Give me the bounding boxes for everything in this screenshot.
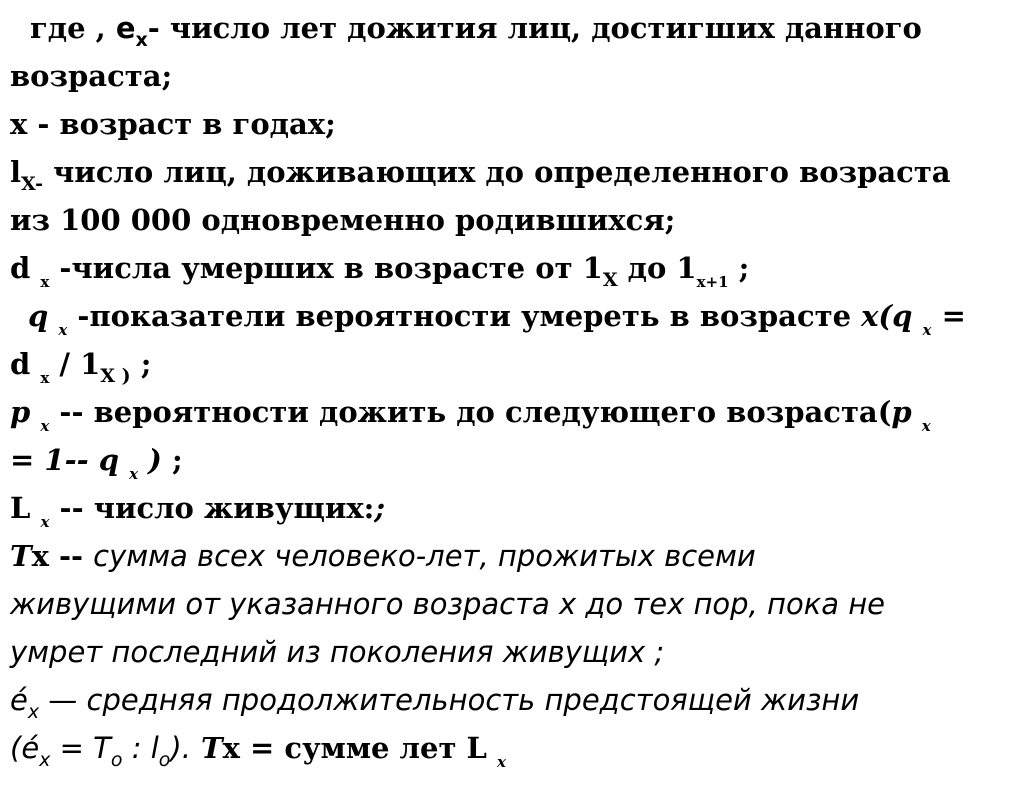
line-text-fragment: x <box>39 749 51 771</box>
line-text-fragment: p <box>10 395 41 429</box>
line-text-fragment: o <box>158 749 171 771</box>
line-text-fragment: ) <box>138 443 172 477</box>
line-text-fragment: из 100 000 одновременно родившихся; <box>10 203 676 237</box>
line-text-fragment: (é <box>10 731 40 765</box>
line-text-fragment: = 1-- q <box>10 443 130 477</box>
line-text-fragment: x <box>40 417 50 435</box>
line-text-fragment: живущими от указанного возраста x до тех пор, пока не <box>10 587 886 621</box>
line-text-fragment: x - возраст в годах; <box>10 107 336 141</box>
definition-line-qx <box>28 292 966 340</box>
line-text-fragment: ; <box>728 251 750 285</box>
definition-line-x <box>10 100 336 148</box>
line-text-fragment: / 1 <box>49 347 101 381</box>
definition-line-dx <box>10 244 749 292</box>
line-text-fragment: d <box>10 347 41 381</box>
line-text-fragment: x <box>921 417 931 435</box>
line-text-fragment: -- вероятности дожить до следующего возраста( <box>49 395 892 429</box>
line-text-fragment: возраста; <box>10 59 173 93</box>
line-text-fragment: x <box>40 513 50 531</box>
line-text-fragment: -числа умерших в возрасте от 1 <box>49 251 603 285</box>
line-text-fragment: T <box>10 539 32 573</box>
line-text-fragment: x <box>497 753 506 771</box>
line-text-fragment: x <box>922 321 932 339</box>
line-text-fragment: T <box>201 731 223 765</box>
line-text-fragment: = T <box>50 731 111 765</box>
line-text-fragment: -- число живущих: <box>49 491 375 525</box>
line-text-fragment: -показатели вероятности умереть в возрасте <box>67 299 862 333</box>
line-text-fragment: x <box>40 369 50 387</box>
line-text-fragment: d <box>10 251 41 285</box>
line-text-fragment: X- <box>21 173 43 195</box>
line-text-fragment: q <box>28 299 59 333</box>
line-text-fragment: X <box>602 269 618 291</box>
definition-line-Lx <box>10 484 385 532</box>
line-text-fragment: - число лет дожития лиц, достигших данного <box>147 11 922 45</box>
line-text-fragment: сумма всех человеко-лет, прожитых всеми <box>93 539 756 573</box>
line-text-fragment: o <box>110 749 123 771</box>
line-text-fragment: до 1 <box>617 251 697 285</box>
definition-line-life-expectancy <box>10 676 859 724</box>
line-text-fragment: ; <box>374 491 386 525</box>
line-text-fragment: L <box>10 491 41 525</box>
definition-line-ex <box>30 4 922 52</box>
line-text-fragment: l <box>10 155 22 189</box>
line-text-fragment: x <box>27 701 40 723</box>
line-text-fragment: ; <box>130 347 152 381</box>
definition-line-Tx-cont-1 <box>10 580 885 628</box>
line-text-fragment: é <box>10 683 28 717</box>
definition-line-formula <box>10 724 506 772</box>
line-text-fragment: x = сумме лет L <box>222 731 498 765</box>
line-text-fragment: умрет последний из поколения живущих ; <box>10 635 665 669</box>
definition-line-lx <box>10 148 951 196</box>
definition-line-Tx <box>10 532 756 580</box>
line-text-fragment: X ) <box>100 365 131 387</box>
line-text-fragment: x <box>40 273 50 291</box>
line-text-fragment: x <box>129 465 139 483</box>
line-text-fragment: = <box>931 299 966 333</box>
line-text-fragment: e <box>115 11 136 45</box>
line-text-fragment: x <box>135 29 148 51</box>
definition-line-px <box>10 388 931 436</box>
line-text-fragment: : l <box>122 731 159 765</box>
line-text-fragment: x -- <box>31 539 94 573</box>
line-text-fragment <box>191 731 201 765</box>
definition-line-ex-cont <box>10 52 172 100</box>
line-text-fragment: где , <box>30 11 116 45</box>
line-text-fragment: ; <box>172 443 183 477</box>
line-text-fragment: x(q <box>861 299 923 333</box>
line-text-fragment: — средняя продолжительность предстоящей жизни <box>39 683 860 717</box>
definition-line-lx-cont <box>10 196 675 244</box>
line-text-fragment: p <box>891 395 922 429</box>
line-text-fragment: x+1 <box>696 273 729 291</box>
line-text-fragment: ). <box>170 731 191 765</box>
line-text-fragment: число лиц, доживающих до определенного возраста <box>42 155 951 189</box>
definition-line-Tx-cont-2 <box>10 628 664 676</box>
definition-line-px-cont <box>10 436 183 484</box>
line-text-fragment: x <box>58 321 68 339</box>
definition-line-qx-cont <box>10 340 151 388</box>
